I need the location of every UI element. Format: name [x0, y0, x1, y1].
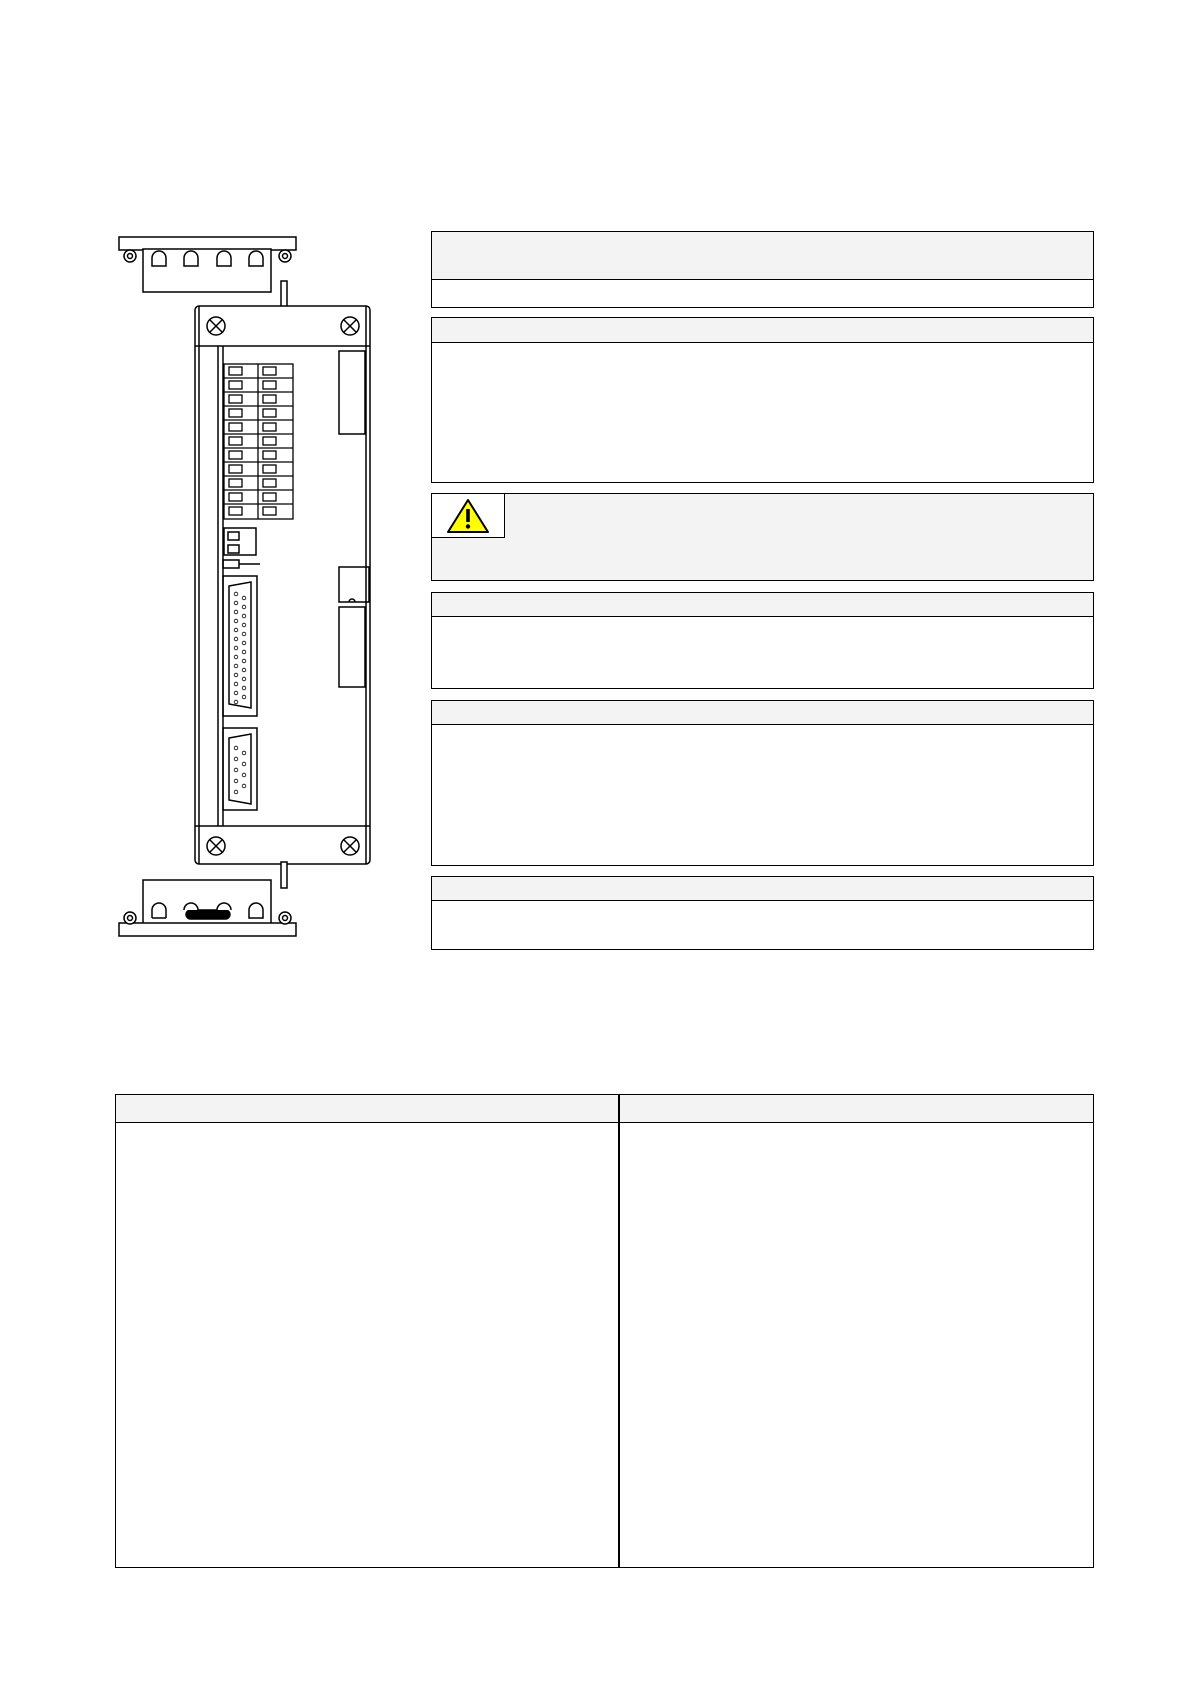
terminal-slot	[263, 507, 276, 515]
terminal-slot	[229, 451, 242, 459]
panel-1-header	[432, 232, 1093, 280]
info-panel-6	[431, 876, 1094, 950]
panel-6-body	[432, 903, 1093, 946]
terminal-slot	[263, 423, 276, 431]
panel-6-header	[432, 877, 1093, 901]
terminal-slot	[229, 507, 242, 515]
bottom-connector-plug	[119, 862, 296, 936]
terminal-slot	[229, 367, 242, 375]
info-panel-1	[431, 231, 1094, 308]
terminal-slot	[229, 465, 242, 473]
info-panel-5	[431, 700, 1094, 866]
warning-triangle-icon	[432, 494, 505, 538]
terminal-slot	[263, 367, 276, 375]
terminal-slot	[229, 409, 242, 417]
terminal-slot	[263, 479, 276, 487]
panel-1-body	[432, 282, 1093, 306]
panel-5-body	[432, 727, 1093, 862]
top-connector-plug	[119, 237, 296, 307]
table-cell-right	[620, 1125, 1092, 1565]
terminal-slot	[263, 493, 276, 501]
panel-2-body	[432, 344, 1093, 479]
info-panel-4	[431, 592, 1094, 689]
panel-5-header	[432, 701, 1093, 725]
terminal-slot	[229, 423, 242, 431]
terminal-block	[224, 364, 293, 519]
terminal-slot	[263, 451, 276, 459]
terminal-slot	[229, 437, 242, 445]
device-diagram	[0, 0, 380, 960]
panel-2-header	[432, 318, 1093, 343]
warning-text	[512, 500, 1087, 576]
table-header-right	[620, 1095, 1092, 1123]
info-panel-2	[431, 317, 1094, 483]
warning-icon-box	[432, 494, 505, 538]
terminal-slot	[229, 493, 242, 501]
terminal-slot	[263, 395, 276, 403]
terminal-slot	[263, 381, 276, 389]
spec-table	[115, 1094, 1094, 1568]
terminal-slot	[229, 395, 242, 403]
table-header-left	[116, 1095, 618, 1123]
terminal-slot	[263, 409, 276, 417]
terminal-slot	[263, 465, 276, 473]
panel-4-header	[432, 593, 1093, 617]
warning-panel	[431, 493, 1094, 581]
terminal-slot	[229, 479, 242, 487]
terminal-slot	[229, 381, 242, 389]
table-cell-left	[116, 1125, 618, 1565]
terminal-slot	[263, 437, 276, 445]
panel-4-body	[432, 619, 1093, 685]
